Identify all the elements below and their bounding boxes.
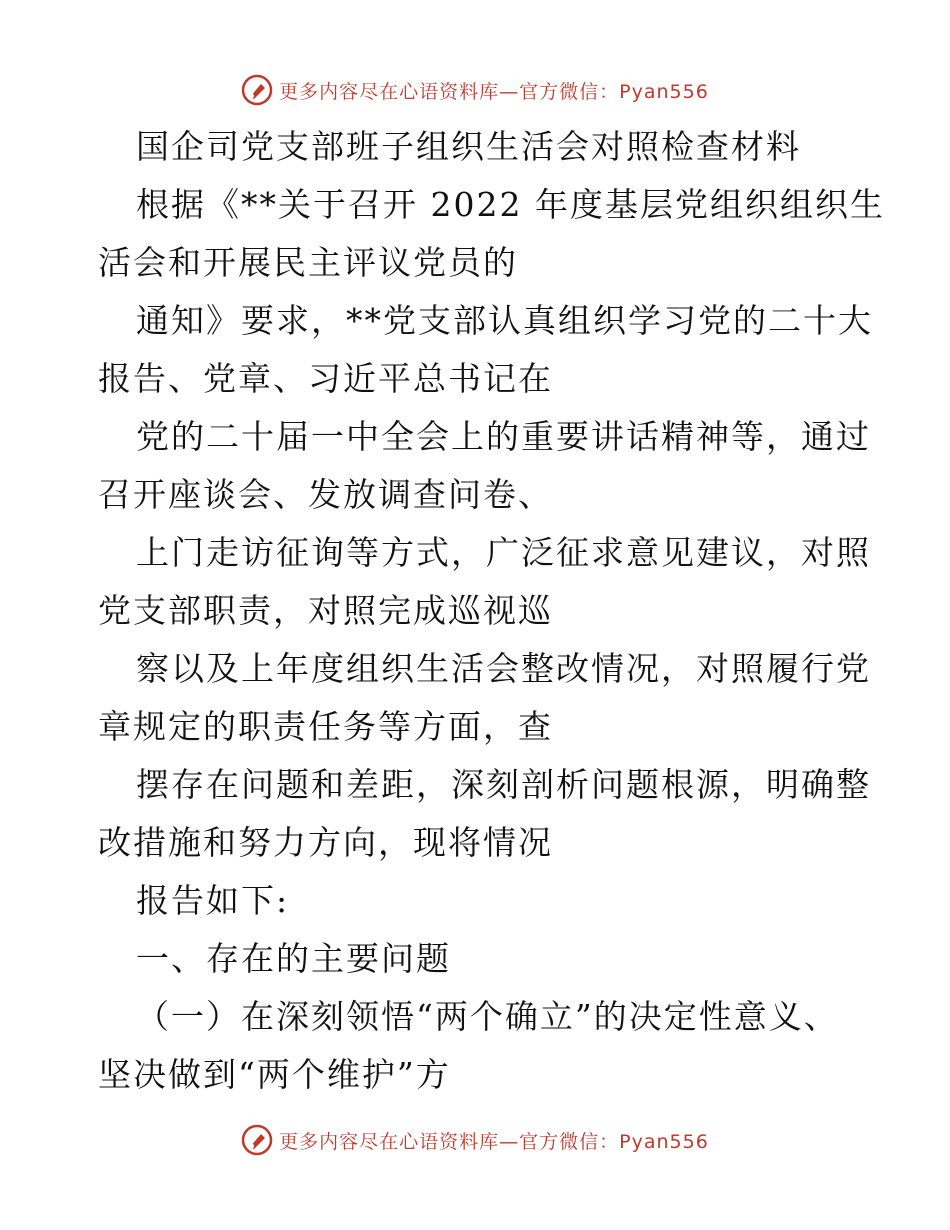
document-line: 党的二十届一中全会上的重要讲话精神等，通过 xyxy=(136,417,871,456)
pen-nib-logo-icon xyxy=(241,1124,273,1156)
watermark-banner-bottom xyxy=(0,1120,950,1160)
watermark-banner-top xyxy=(0,70,950,110)
document-line: 根据《**关于召开 2022 年度基层党组织组织生 xyxy=(136,185,885,224)
document-line: 活会和开展民主评议党员的 xyxy=(98,243,518,282)
document-line: 报告如下: xyxy=(136,881,290,920)
document-line: 通知》要求，**党支部认真组织学习党的二十大 xyxy=(136,301,873,340)
document-line: 章规定的职责任务等方面，查 xyxy=(98,707,553,746)
document-line: 上门走访征询等方式，广泛征求意见建议，对照 xyxy=(136,533,871,572)
document-line: 坚决做到“两个维护”方 xyxy=(98,1055,451,1094)
document-line: 摆存在问题和差距，深刻剖析问题根源，明确整 xyxy=(136,765,871,804)
document-line: 党支部职责，对照完成巡视巡 xyxy=(98,591,553,630)
watermark-text: 更多内容尽在心语资料库—官方微信：Pyan556 xyxy=(279,1130,709,1153)
document-line: 报告、党章、习近平总书记在 xyxy=(98,359,553,398)
document-line: 国企司党支部班子组织生活会对照检查材料 xyxy=(136,127,801,166)
document-line: 改措施和努力方向，现将情况 xyxy=(98,823,553,862)
document-body xyxy=(98,118,885,1104)
watermark-text: 更多内容尽在心语资料库—官方微信：Pyan556 xyxy=(279,80,709,103)
document-line: （一）在深刻领悟“两个确立”的决定性意义、 xyxy=(136,997,839,1036)
document-line: 察以及上年度组织生活会整改情况，对照履行党 xyxy=(136,649,871,688)
pen-nib-logo-icon xyxy=(241,74,273,106)
document-line: 一、存在的主要问题 xyxy=(136,939,451,978)
document-line: 召开座谈会、发放调查问卷、 xyxy=(98,475,553,514)
